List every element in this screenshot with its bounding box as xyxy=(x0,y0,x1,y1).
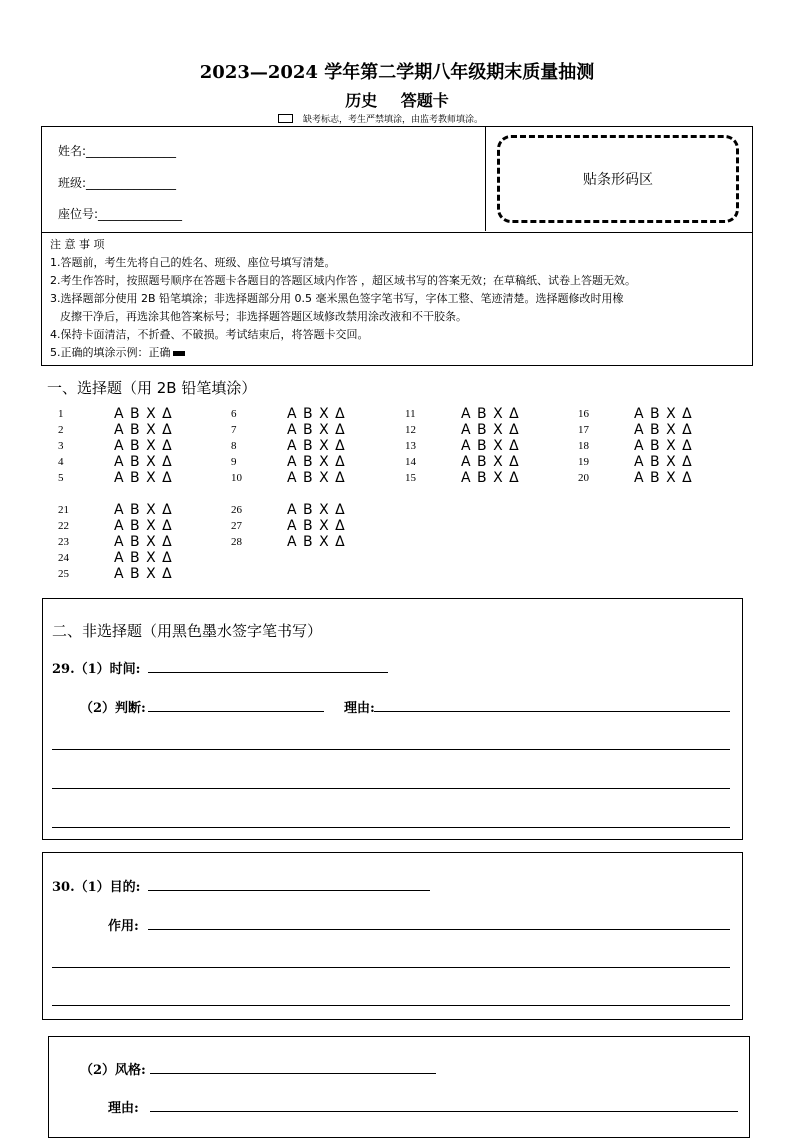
note-item: 1.答题前，考生先将自己的姓名、班级、座位号填写清楚。 xyxy=(50,256,336,269)
answer-line[interactable] xyxy=(52,749,730,750)
question-number: 10 xyxy=(231,472,242,484)
question-number: 22 xyxy=(58,520,69,532)
choice-options[interactable]: A B X Δ xyxy=(114,518,173,534)
question-number: 6 xyxy=(231,408,237,420)
seat-field[interactable]: 座位号:______________ xyxy=(58,207,183,221)
answer-line[interactable] xyxy=(52,1005,730,1006)
question-number: 24 xyxy=(58,552,69,564)
choice-options[interactable]: A B X Δ xyxy=(634,438,693,454)
q29-reason-label: 理由: xyxy=(344,701,375,716)
absent-row xyxy=(278,112,483,125)
answer-box-30a xyxy=(42,852,743,1020)
choice-options[interactable]: A B X Δ xyxy=(461,422,520,438)
q29-reason-line[interactable] xyxy=(374,711,730,712)
question-number: 7 xyxy=(231,424,237,436)
note-item-fill-example xyxy=(50,344,750,362)
question-number: 9 xyxy=(231,456,237,468)
q29-2-answer-line[interactable] xyxy=(148,711,324,712)
info-divider xyxy=(485,126,486,231)
note-item: 5.正确的填涂示例：正确 xyxy=(50,346,171,359)
name-field[interactable]: 姓名:_______________ xyxy=(58,144,177,158)
choice-options[interactable]: A B X Δ xyxy=(114,550,173,566)
answer-line[interactable] xyxy=(52,967,730,968)
note-item: 4.保持卡面清洁，不折叠、不破损。考试结束后，将答题卡交回。 xyxy=(50,328,369,341)
question-number: 1 xyxy=(58,408,64,420)
section2-title: 二、非选择题（用黑色墨水签字笔书写） xyxy=(52,622,323,640)
absent-checkbox[interactable] xyxy=(278,114,293,123)
choice-options[interactable]: A B X Δ xyxy=(114,470,173,486)
question-number: 2 xyxy=(58,424,64,436)
choice-options[interactable]: A B X Δ xyxy=(114,422,173,438)
choice-options[interactable]: A B X Δ xyxy=(114,566,173,582)
question-number: 11 xyxy=(405,408,416,420)
choice-options[interactable]: A B X Δ xyxy=(461,438,520,454)
q30-2-label: （2）风格: xyxy=(80,1063,146,1078)
question-number: 4 xyxy=(58,456,64,468)
choice-options[interactable]: A B X Δ xyxy=(114,534,173,550)
question-number: 8 xyxy=(231,440,237,452)
question-number: 20 xyxy=(578,472,589,484)
answer-line[interactable] xyxy=(52,827,730,828)
choice-options[interactable]: A B X Δ xyxy=(287,406,346,422)
choice-options[interactable]: A B X Δ xyxy=(461,454,520,470)
choice-options[interactable]: A B X Δ xyxy=(287,470,346,486)
q30-2-answer-line[interactable] xyxy=(150,1073,436,1074)
page-subtitle: 历史 答题卡 xyxy=(345,91,449,110)
note-item: 2.考生作答时，按照题号顺序在答题卡各题目的答题区域内作答 ，超区域书写的答案无效；在草稿纸、试卷上答题无效。 xyxy=(50,274,636,287)
answer-line[interactable] xyxy=(52,788,730,789)
note-item: 皮擦干净后，再选涂其他答案标号；非选择题答题区域修改禁用涂改液和不干胶条。 xyxy=(60,310,467,323)
q30-reason-line[interactable] xyxy=(150,1111,738,1112)
choice-options[interactable]: A B X Δ xyxy=(287,502,346,518)
barcode-label: 贴条形码区 xyxy=(583,172,653,188)
choice-options[interactable]: A B X Δ xyxy=(461,406,520,422)
notes xyxy=(50,236,750,362)
question-number: 12 xyxy=(405,424,416,436)
page-title: 2023—2024 学年第二学期八年级期末质量抽测 xyxy=(199,62,595,83)
barcode-area xyxy=(497,135,739,223)
choice-options[interactable]: A B X Δ xyxy=(287,534,346,550)
question-number: 14 xyxy=(405,456,416,468)
choice-options[interactable]: A B X Δ xyxy=(114,438,173,454)
absent-note: 缺考标志，考生严禁填涂，由监考教师填涂。 xyxy=(303,115,484,125)
choice-options[interactable]: A B X Δ xyxy=(634,454,693,470)
choice-options[interactable]: A B X Δ xyxy=(114,454,173,470)
question-number: 21 xyxy=(58,504,69,516)
class-field[interactable]: 班级:_______________ xyxy=(58,176,177,190)
q30-effect-label: 作用: xyxy=(108,919,139,934)
choice-options[interactable]: A B X Δ xyxy=(287,438,346,454)
question-number: 28 xyxy=(231,536,242,548)
question-number: 23 xyxy=(58,536,69,548)
question-number: 18 xyxy=(578,440,589,452)
choice-options[interactable]: A B X Δ xyxy=(114,502,173,518)
question-number: 16 xyxy=(578,408,589,420)
question-number: 5 xyxy=(58,472,64,484)
q29-2-label: （2）判断: xyxy=(80,701,146,716)
choice-options[interactable]: A B X Δ xyxy=(634,422,693,438)
choice-options[interactable]: A B X Δ xyxy=(634,406,693,422)
q29-1-label: 29.（1）时间: xyxy=(52,662,141,677)
choice-options[interactable]: A B X Δ xyxy=(287,422,346,438)
question-number: 19 xyxy=(578,456,589,468)
question-number: 3 xyxy=(58,440,64,452)
q30-1-label: 30.（1）目的: xyxy=(52,880,141,895)
question-number: 13 xyxy=(405,440,416,452)
q30-1-answer-line[interactable] xyxy=(148,890,430,891)
choice-options[interactable]: A B X Δ xyxy=(114,406,173,422)
choice-options[interactable]: A B X Δ xyxy=(634,470,693,486)
q29-1-answer-line[interactable] xyxy=(148,672,388,673)
filled-mark-example xyxy=(173,351,185,356)
question-number: 27 xyxy=(231,520,242,532)
choice-options[interactable]: A B X Δ xyxy=(287,518,346,534)
choice-options[interactable]: A B X Δ xyxy=(461,470,520,486)
question-number: 17 xyxy=(578,424,589,436)
q30-reason-label: 理由: xyxy=(108,1101,139,1116)
question-number: 15 xyxy=(405,472,416,484)
notes-title: 注 意 事 项 xyxy=(50,238,105,251)
question-number: 25 xyxy=(58,568,69,580)
section1-title: 一、选择题（用 2B 铅笔填涂） xyxy=(47,379,257,397)
note-item: 3.选择题部分使用 2B 铅笔填涂；非选择题部分用 0.5 毫米黑色签字笔书写，字体工整、笔迹清楚。选择题修改时用橡 xyxy=(50,292,624,305)
q30-effect-line[interactable] xyxy=(148,929,730,930)
choice-options[interactable]: A B X Δ xyxy=(287,454,346,470)
question-number: 26 xyxy=(231,504,242,516)
